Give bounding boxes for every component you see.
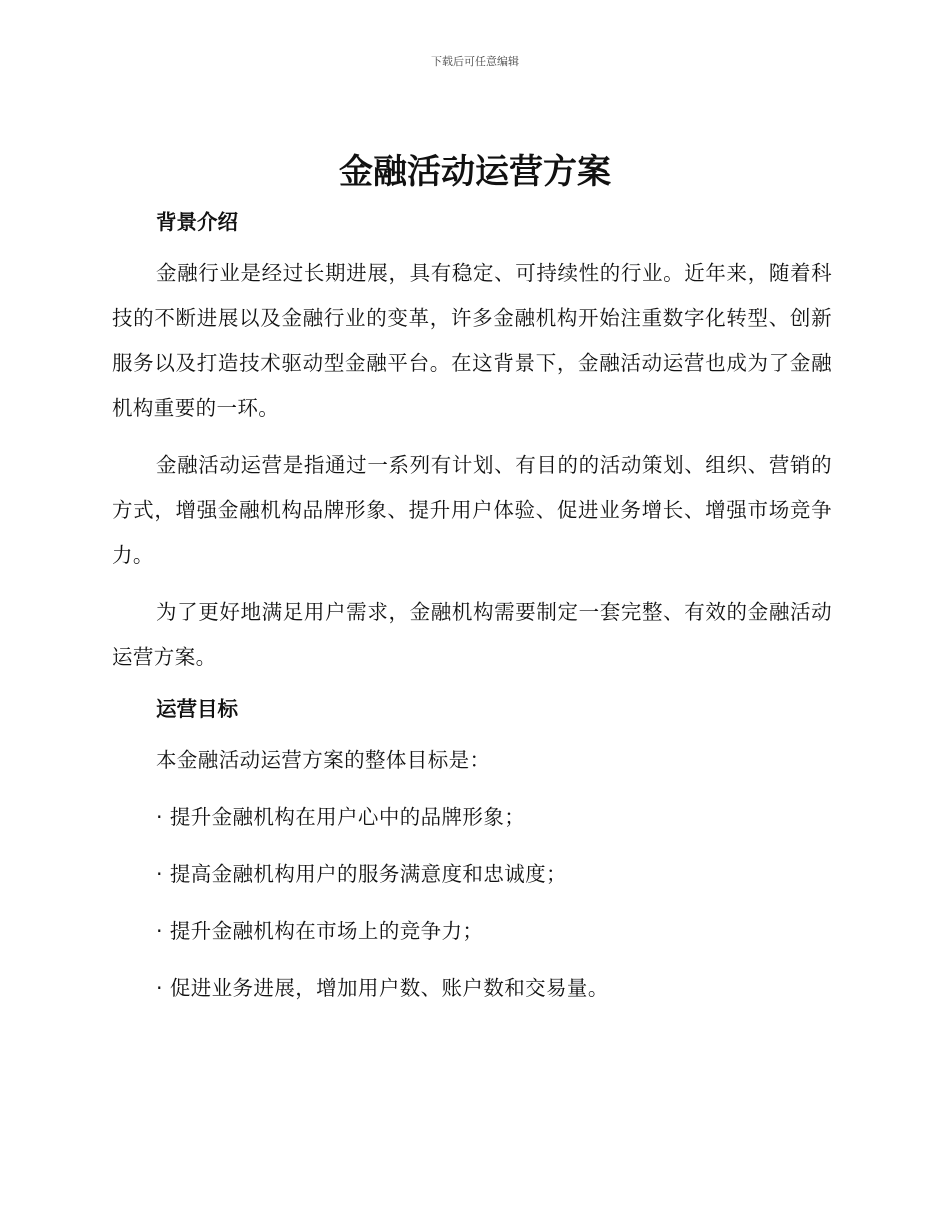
bullet-item: · 提升金融机构在用户心中的品牌形象； [156,805,526,829]
paragraph: 为了更好地满足用户需求，金融机构需要制定一套完整、有效的金融活动运营方案。 [112,600,832,669]
paragraph: 金融行业是经过长期进展，具有稳定、可持续性的行业。近年来，随着科技的不断进展以及金融行业的变革，许多金融机构开始注重数字化转型、创新服务以及打造技术驱动型金融平台。在这背景下，金融活动运营也成为了金融机构重要的一环。 [112,261,832,420]
bullet-item: · 提高金融机构用户的服务满意度和忠诚度； [156,862,567,886]
bullet-item: · 提升金融机构在市场上的竞争力； [156,919,484,943]
running-header: 下载后可任意编辑 [431,55,519,68]
section-heading-background: 背景介绍 [156,210,238,234]
document-body [112,205,832,1023]
section-heading-objectives: 运营目标 [156,697,238,721]
document-title: 金融活动运营方案 [339,152,611,192]
paragraph: 金融活动运营是指通过一系列有计划、有目的的活动策划、组织、营销的方式，增强金融机构品牌形象、提升用户体验、促进业务增长、增强市场竞争力。 [112,453,832,567]
objectives-intro: 本金融活动运营方案的整体目标是： [156,748,491,772]
bullet-item: · 促进业务进展，增加用户数、账户数和交易量。 [156,976,609,1000]
